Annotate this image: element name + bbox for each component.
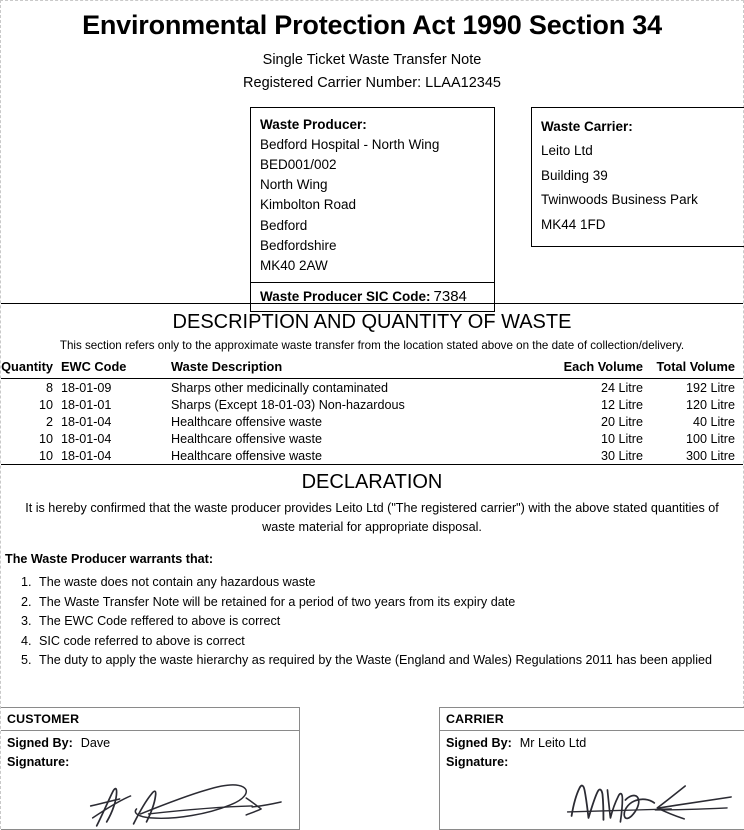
- cell-quantity: 10: [38, 448, 53, 463]
- customer-signed-by-row: [1, 731, 299, 750]
- waste-producer-details: [251, 108, 494, 282]
- sic-code-label: Waste Producer SIC Code:: [260, 288, 431, 304]
- declaration-title: DECLARATION: [301, 471, 443, 494]
- column-header-each-volume: Each Volume: [547, 357, 643, 379]
- parties-section: [1, 107, 743, 303]
- customer-signature-image: [1, 754, 299, 830]
- table-row: [1, 379, 743, 397]
- carrier-signed-by-row: [440, 731, 744, 750]
- registered-carrier-number: Registered Carrier Number: LLAA12345: [243, 75, 501, 92]
- page-title: Environmental Protection Act 1990 Section 34: [82, 10, 662, 40]
- document-subtitle: Single Ticket Waste Transfer Note: [262, 52, 482, 69]
- table-row: [1, 430, 743, 447]
- table-row: [1, 447, 743, 464]
- carrier-signed-by-label: Signed By:: [446, 736, 512, 750]
- cell-ewc-code: 18-01-04: [61, 448, 112, 463]
- table-row: [1, 413, 743, 430]
- warrants-heading: The Waste Producer warrants that:: [5, 552, 214, 567]
- table-bottom-rule: [1, 464, 743, 465]
- signatures-section: [1, 707, 744, 830]
- producer-address-line: North Wing: [260, 177, 328, 193]
- carrier-heading: CARRIER: [440, 708, 744, 731]
- cell-total-volume: 40 Litre: [692, 414, 735, 429]
- waste-table: [1, 357, 743, 464]
- table-header-row: [1, 357, 743, 379]
- list-item: 3. The EWC Code reffered to above is correct: [35, 612, 743, 632]
- waste-producer-box: [250, 107, 495, 312]
- cell-ewc-code: 18-01-09: [61, 380, 112, 395]
- waste-section-title: DESCRIPTION AND QUANTITY OF WASTE: [172, 311, 572, 334]
- waste-producer-heading: Waste Producer:: [260, 117, 367, 133]
- cell-quantity: 2: [45, 414, 53, 429]
- carrier-address-line: Leito Ltd: [541, 143, 593, 159]
- carrier-address-line: MK44 1FD: [541, 216, 606, 232]
- cell-quantity: 10: [38, 431, 53, 446]
- waste-section-note: This section refers only to the approximate waste transfer from the location stated above on the date of collection/delivery.: [59, 339, 685, 353]
- carrier-signature-label: Signature:: [446, 755, 509, 769]
- column-header-total-volume: Total Volume: [643, 357, 743, 379]
- customer-signature-box: [1, 707, 300, 830]
- cell-ewc-code: 18-01-01: [61, 397, 112, 412]
- carrier-address-line: Building 39: [541, 167, 608, 183]
- list-item: 1. The waste does not contain any hazardous waste: [35, 573, 743, 593]
- waste-carrier-box: [531, 107, 744, 247]
- sic-code-row: [251, 282, 494, 311]
- producer-address-line: Bedford: [260, 217, 308, 233]
- column-header-ewc-code: EWC Code: [53, 357, 149, 379]
- cell-total-volume: 192 Litre: [685, 380, 735, 395]
- cell-description: Healthcare offensive waste: [171, 431, 322, 446]
- cell-total-volume: 120 Litre: [685, 397, 735, 412]
- cell-description: Healthcare offensive waste: [171, 448, 322, 463]
- warrants-list: [1, 573, 743, 671]
- producer-address-line: Bedfordshire: [260, 237, 337, 253]
- customer-signature-label: Signature:: [7, 755, 70, 769]
- cell-each-volume: 12 Litre: [600, 397, 643, 412]
- sic-code-value: 7384: [433, 287, 467, 305]
- declaration-body: It is hereby confirmed that the waste producer provides Leito Ltd ("The registered carrier") with the above stated quantities of waste material for appropriate disposal.: [25, 501, 719, 534]
- carrier-signed-by-value: Mr Leito Ltd: [519, 736, 587, 750]
- producer-address-line: MK40 2AW: [260, 257, 328, 273]
- carrier-signature-image: [440, 754, 744, 830]
- producer-address-line: Kimbolton Road: [260, 197, 357, 213]
- cell-total-volume: 300 Litre: [685, 448, 735, 463]
- carrier-signature-box: [439, 707, 744, 830]
- cell-description: Sharps other medicinally contaminated: [171, 380, 389, 395]
- cell-ewc-code: 18-01-04: [61, 431, 112, 446]
- producer-address-line: Bedford Hospital - North Wing: [260, 137, 440, 153]
- cell-total-volume: 100 Litre: [685, 431, 735, 446]
- list-item: 4. SIC code referred to above is correct: [35, 632, 743, 652]
- waste-carrier-heading: Waste Carrier:: [541, 119, 633, 135]
- column-header-waste-description: Waste Description: [149, 357, 547, 379]
- cell-ewc-code: 18-01-04: [61, 414, 112, 429]
- customer-heading: CUSTOMER: [1, 708, 299, 731]
- customer-signed-by-label: Signed By:: [7, 736, 73, 750]
- carrier-address-line: Twinwoods Business Park: [541, 192, 698, 208]
- producer-address-line: BED001/002: [260, 157, 337, 173]
- table-row: [1, 396, 743, 413]
- cell-quantity: 8: [45, 380, 53, 395]
- list-item: 5. The duty to apply the waste hierarchy as required by the Waste (England and Wales) Regulations 2011 has been applied: [35, 651, 743, 671]
- cell-each-volume: 10 Litre: [600, 431, 643, 446]
- column-header-quantity: Quantity: [1, 357, 53, 379]
- customer-signed-by-value: Dave: [80, 736, 111, 750]
- cell-quantity: 10: [38, 397, 53, 412]
- list-item: 2. The Waste Transfer Note will be retained for a period of two years from its expiry date: [35, 593, 743, 613]
- cell-each-volume: 20 Litre: [600, 414, 643, 429]
- cell-each-volume: 24 Litre: [600, 380, 643, 395]
- cell-description: Healthcare offensive waste: [171, 414, 322, 429]
- cell-description: Sharps (Except 18-01-03) Non-hazardous: [171, 397, 405, 412]
- cell-each-volume: 30 Litre: [600, 448, 643, 463]
